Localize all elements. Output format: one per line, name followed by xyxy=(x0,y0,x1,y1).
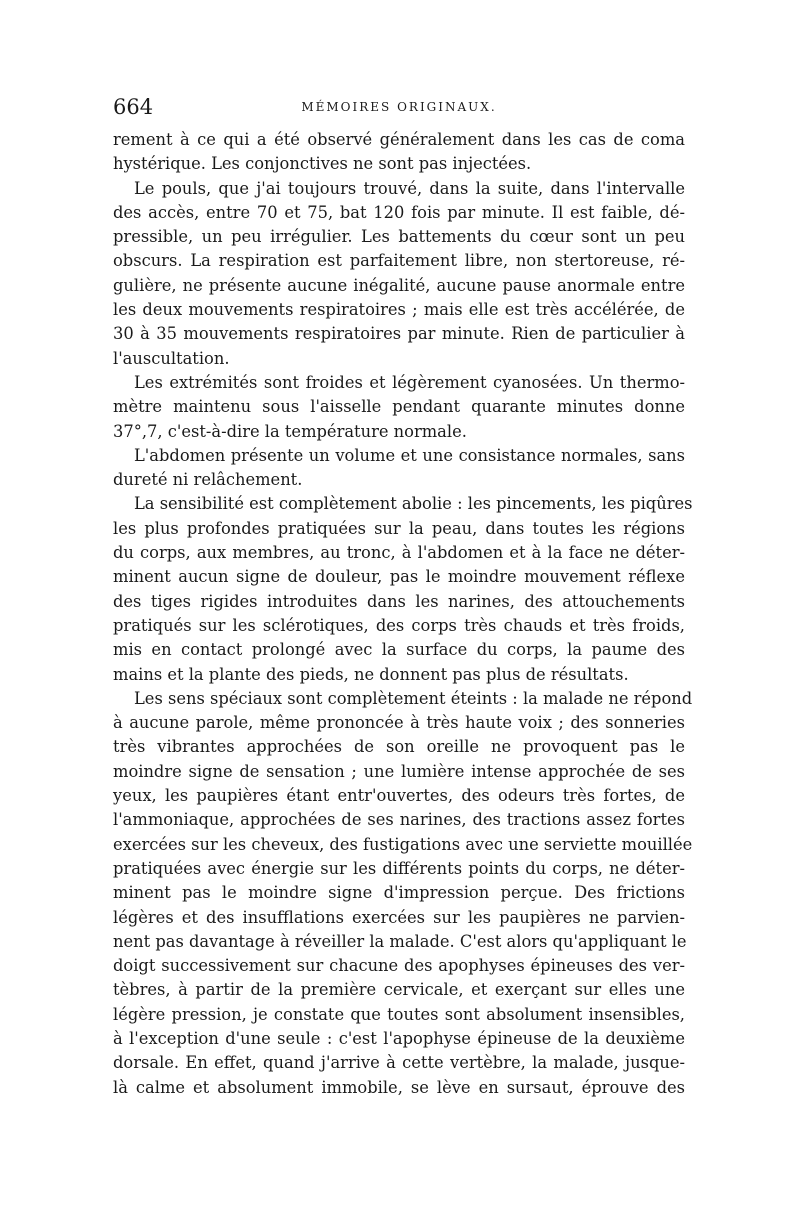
text-line: des tiges rigides introduites dans les narines, des attouchements xyxy=(113,591,685,611)
text-line: tèbres, à partir de la première cervicale, et exerçant sur elles une xyxy=(113,980,685,1000)
text-line: Le pouls, que j'ai toujours trouvé, dans la suite, dans l'intervalle xyxy=(134,178,685,198)
text-line: légère pression, je constate que toutes sont absolument insensibles, xyxy=(113,1004,685,1024)
page-header xyxy=(113,92,685,122)
text-line: nent pas davantage à réveiller la malade. C'est alors qu'appliquant le xyxy=(113,931,687,951)
text-line: doigt successivement sur chacune des apophyses épineuses des ver- xyxy=(113,956,685,976)
text-line: mis en contact prolongé avec la surface du corps, la paume des xyxy=(113,640,685,660)
page-number: 664 xyxy=(113,95,154,119)
text-line: L'abdomen présente un volume et une consistance normales, sans xyxy=(134,445,685,465)
text-line: hystérique. Les conjonctives ne sont pas injectées. xyxy=(113,154,532,174)
text-line: dureté ni relâchement. xyxy=(113,470,303,490)
body-text xyxy=(113,128,693,1100)
text-line: l'auscultation. xyxy=(113,348,230,368)
text-line: yeux, les paupières étant entr'ouvertes, des odeurs très fortes, de xyxy=(113,786,685,806)
text-line: à aucune parole, même prononcée à très haute voix ; des sonneries xyxy=(113,713,685,733)
text-line: obscurs. La respiration est parfaitement libre, non stertoreuse, ré- xyxy=(113,251,685,271)
text-line: l'ammoniaque, approchées de ses narines, des tractions assez fortes xyxy=(113,810,685,830)
text-line: à l'exception d'une seule : c'est l'apophyse épineuse de la deuxième xyxy=(113,1028,685,1048)
text-line: là calme et absolument immobile, se lève en sursaut, éprouve des xyxy=(113,1077,685,1097)
text-line: les plus profondes pratiquées sur la peau, dans toutes les régions xyxy=(113,518,685,538)
text-line: pratiquées avec énergie sur les différents points du corps, ne déter- xyxy=(113,858,685,878)
text-line: les deux mouvements respiratoires ; mais elle est très accélérée, de xyxy=(113,300,685,320)
text-line: moindre signe de sensation ; une lumière intense approchée de ses xyxy=(113,761,685,781)
text-line: légères et des insufflations exercées sur les paupières ne parvien- xyxy=(113,907,685,927)
running-title: MÉMOIRES ORIGINAUX. xyxy=(301,100,497,114)
text-line: 37°,7, c'est-à-dire la température normale. xyxy=(113,421,467,441)
text-line: très vibrantes approchées de son oreille ne provoquent pas le xyxy=(113,737,685,757)
text-line: mètre maintenu sous l'aisselle pendant quarante minutes donne xyxy=(113,397,685,417)
text-line: mains et la plante des pieds, ne donnent pas plus de résultats. xyxy=(113,664,629,684)
text-line: Les extrémités sont froides et légèrement cyanosées. Un thermo- xyxy=(134,372,685,392)
text-line: dorsale. En effet, quand j'arrive à cette vertèbre, la malade, jusque- xyxy=(113,1053,685,1073)
text-line: La sensibilité est complètement abolie : les pincements, les piqûres xyxy=(134,494,693,514)
text-line: exercées sur les cheveux, des fustigations avec une serviette mouillée xyxy=(113,834,693,854)
text-line: 30 à 35 mouvements respiratoires par minute. Rien de particulier à xyxy=(113,324,685,344)
text-line: pratiqués sur les sclérotiques, des corps très chauds et très froids, xyxy=(113,615,685,635)
text-line: du corps, aux membres, au tronc, à l'abdomen et à la face ne déter- xyxy=(113,543,685,563)
text-line: minent aucun signe de douleur, pas le moindre mouvement réflexe xyxy=(113,567,685,587)
text-line: minent pas le moindre signe d'impression perçue. Des frictions xyxy=(113,883,685,903)
text-line: gulière, ne présente aucune inégalité, aucune pause anormale entre xyxy=(113,275,685,295)
text-line: des accès, entre 70 et 75, bat 120 fois par minute. Il est faible, dé- xyxy=(113,202,685,222)
text-line: Les sens spéciaux sont complètement éteints : la malade ne répond xyxy=(134,688,693,708)
text-line: pressible, un peu irrégulier. Les battements du cœur sont un peu xyxy=(113,227,685,247)
text-line: rement à ce qui a été observé généralement dans les cas de coma xyxy=(113,130,685,149)
